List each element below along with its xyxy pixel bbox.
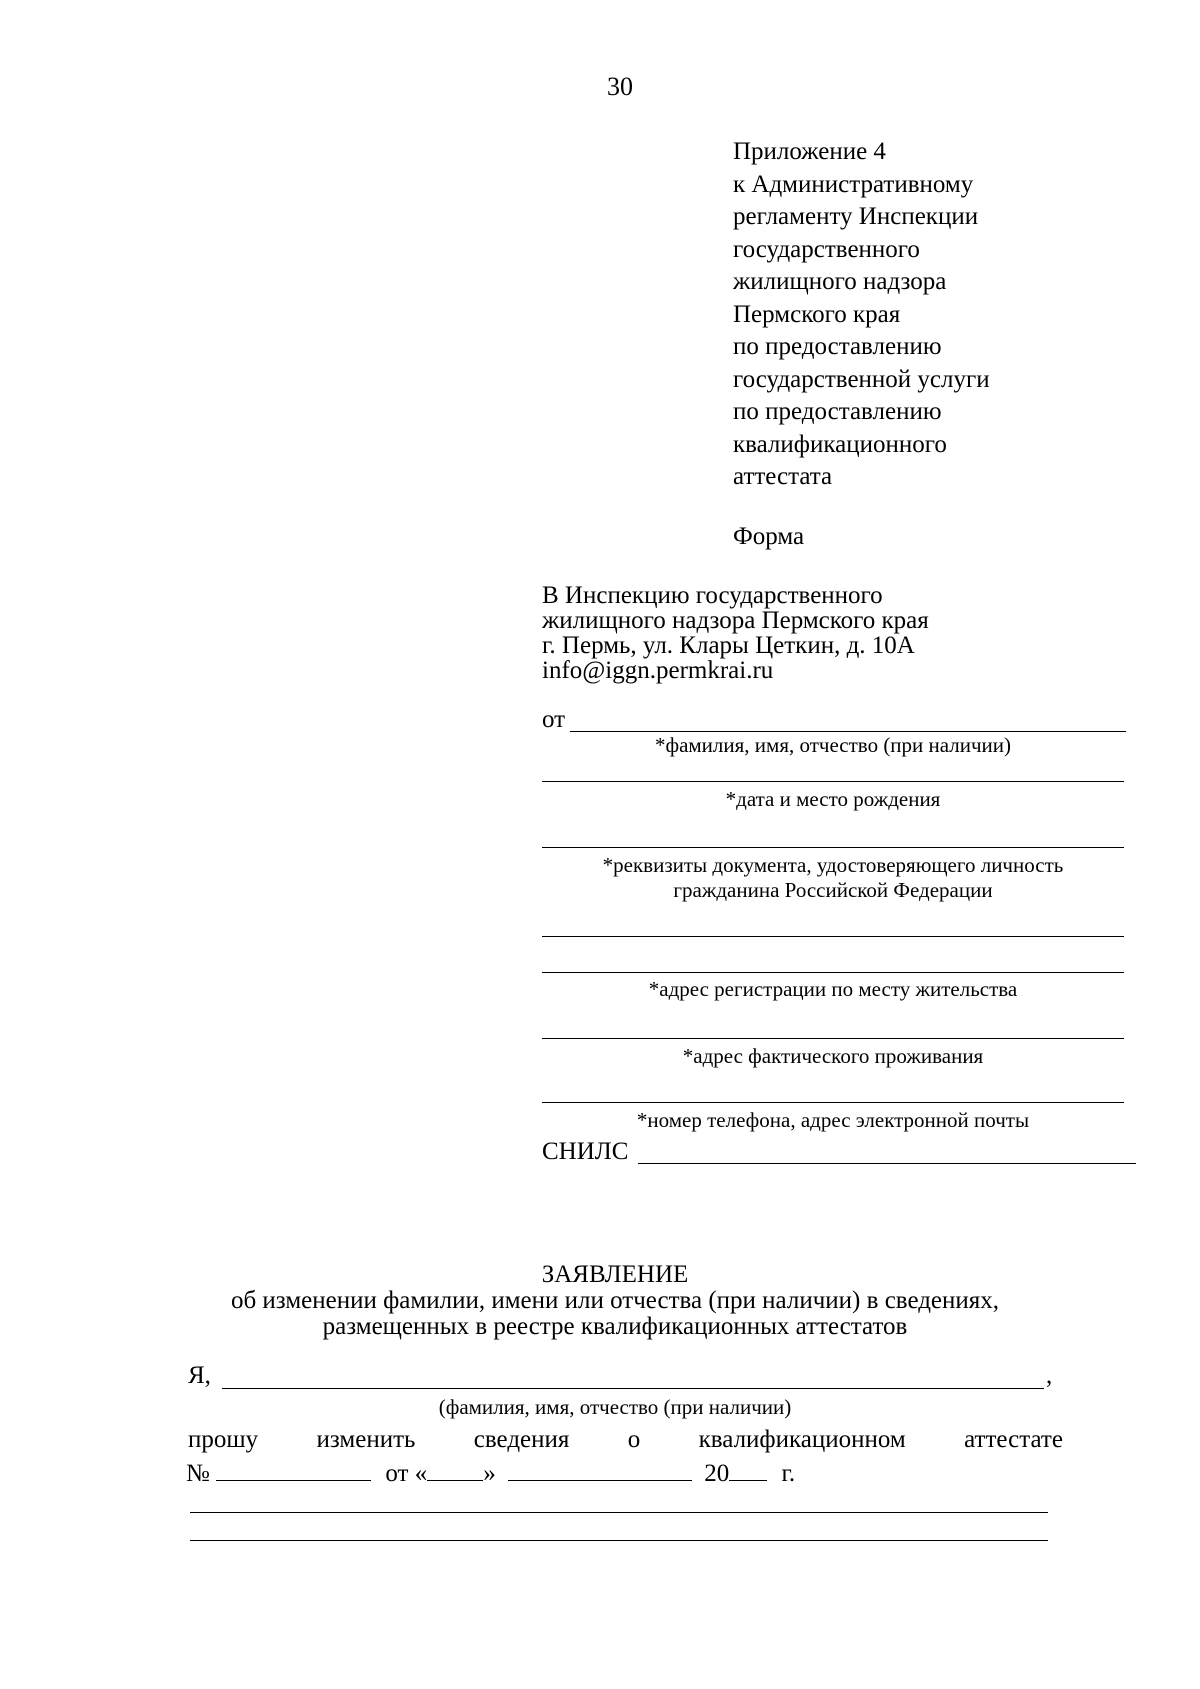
request-word: изменить xyxy=(316,1426,416,1453)
ya-comma: , xyxy=(1046,1362,1053,1389)
snils-field[interactable] xyxy=(638,1163,1136,1164)
addressee-line: жилищного надзора Пермского края xyxy=(542,607,929,634)
appendix-header xyxy=(733,136,990,494)
appendix-line: государственного xyxy=(733,235,920,263)
addressee-line: В Инспекцию государственного xyxy=(542,582,883,609)
request-word: прошу xyxy=(188,1426,259,1453)
statement-subtitle-line1: об изменении фамилии, имени или отчества (при наличии) в сведениях, xyxy=(230,1287,1000,1314)
certificate-number-line xyxy=(186,1458,795,1488)
date-day-field[interactable] xyxy=(427,1458,483,1481)
registration-caption: *адрес регистрации по месту жительства xyxy=(648,977,1018,1001)
ya-label: Я, xyxy=(188,1362,211,1389)
date-from-label: от « xyxy=(385,1460,428,1487)
certificate-number-field[interactable] xyxy=(216,1458,371,1481)
actual-address-field[interactable] xyxy=(542,1038,1124,1039)
request-word: квалификационном xyxy=(698,1426,906,1453)
appendix-line: квалификационного xyxy=(733,430,947,458)
contacts-field[interactable] xyxy=(542,1102,1124,1103)
appendix-line: Приложение 4 xyxy=(733,138,886,165)
registration-field-line2[interactable] xyxy=(542,972,1124,973)
appendix-line: государственной услуги xyxy=(733,365,990,393)
request-word: аттестате xyxy=(964,1426,1063,1453)
date-year-prefix: 20 xyxy=(704,1460,730,1487)
statement-title: ЗАЯВЛЕНИЕ xyxy=(541,1261,689,1288)
birth-caption: *дата и место рождения xyxy=(725,787,941,811)
appendix-line: по предоставлению xyxy=(733,333,942,360)
addressee-block xyxy=(542,583,929,683)
request-word: о xyxy=(627,1426,641,1453)
actual-address-caption: *адрес фактического проживания xyxy=(682,1044,984,1068)
applicant-name-caption: *фамилия, имя, отчество (при наличии) xyxy=(654,733,1012,757)
request-word: сведения xyxy=(473,1426,570,1453)
appendix-line: по предоставлению xyxy=(733,398,942,425)
appendix-line: к Административному xyxy=(733,170,974,198)
id-document-caption-line1: *реквизиты документа, удостоверяющего личность xyxy=(602,853,1064,877)
statement-extra-field-line2[interactable] xyxy=(190,1540,1048,1541)
addressee-email: info@iggn.permkrai.ru xyxy=(542,657,774,684)
contacts-caption: *номер телефона, адрес электронной почты xyxy=(636,1108,1030,1132)
appendix-line: Пермского края xyxy=(733,300,901,328)
date-year-field[interactable] xyxy=(729,1458,767,1481)
applicant-name-field[interactable] xyxy=(570,731,1126,732)
number-sign: № xyxy=(186,1460,210,1487)
birth-field[interactable] xyxy=(542,781,1124,782)
statement-subtitle-line2: размещенных в реестре квалификационных аттестатов xyxy=(322,1313,908,1340)
addressee-line: г. Пермь, ул. Клары Цеткин, д. 10А xyxy=(542,632,915,659)
page-number: 30 xyxy=(607,72,633,101)
date-year-suffix: г. xyxy=(781,1460,796,1487)
id-document-caption-line2: гражданина Российской Федерации xyxy=(673,878,993,902)
date-month-field[interactable] xyxy=(508,1458,692,1481)
appendix-line: аттестата xyxy=(733,463,833,490)
form-label: Форма xyxy=(733,523,805,550)
appendix-line: регламенту Инспекции xyxy=(733,203,979,230)
registration-field-line1[interactable] xyxy=(542,936,1124,937)
date-quote-close: » xyxy=(483,1460,496,1487)
appendix-line: жилищного надзора xyxy=(733,268,947,295)
id-document-field[interactable] xyxy=(542,847,1124,848)
statement-extra-field-line1[interactable] xyxy=(190,1512,1048,1513)
statement-heading xyxy=(0,1262,1200,1340)
statement-name-caption: (фамилия, имя, отчество (при наличии) xyxy=(438,1395,792,1419)
from-label: от xyxy=(542,706,566,733)
request-line xyxy=(188,1426,1063,1454)
statement-name-field[interactable] xyxy=(222,1388,1044,1389)
snils-label: СНИЛС xyxy=(542,1138,629,1165)
